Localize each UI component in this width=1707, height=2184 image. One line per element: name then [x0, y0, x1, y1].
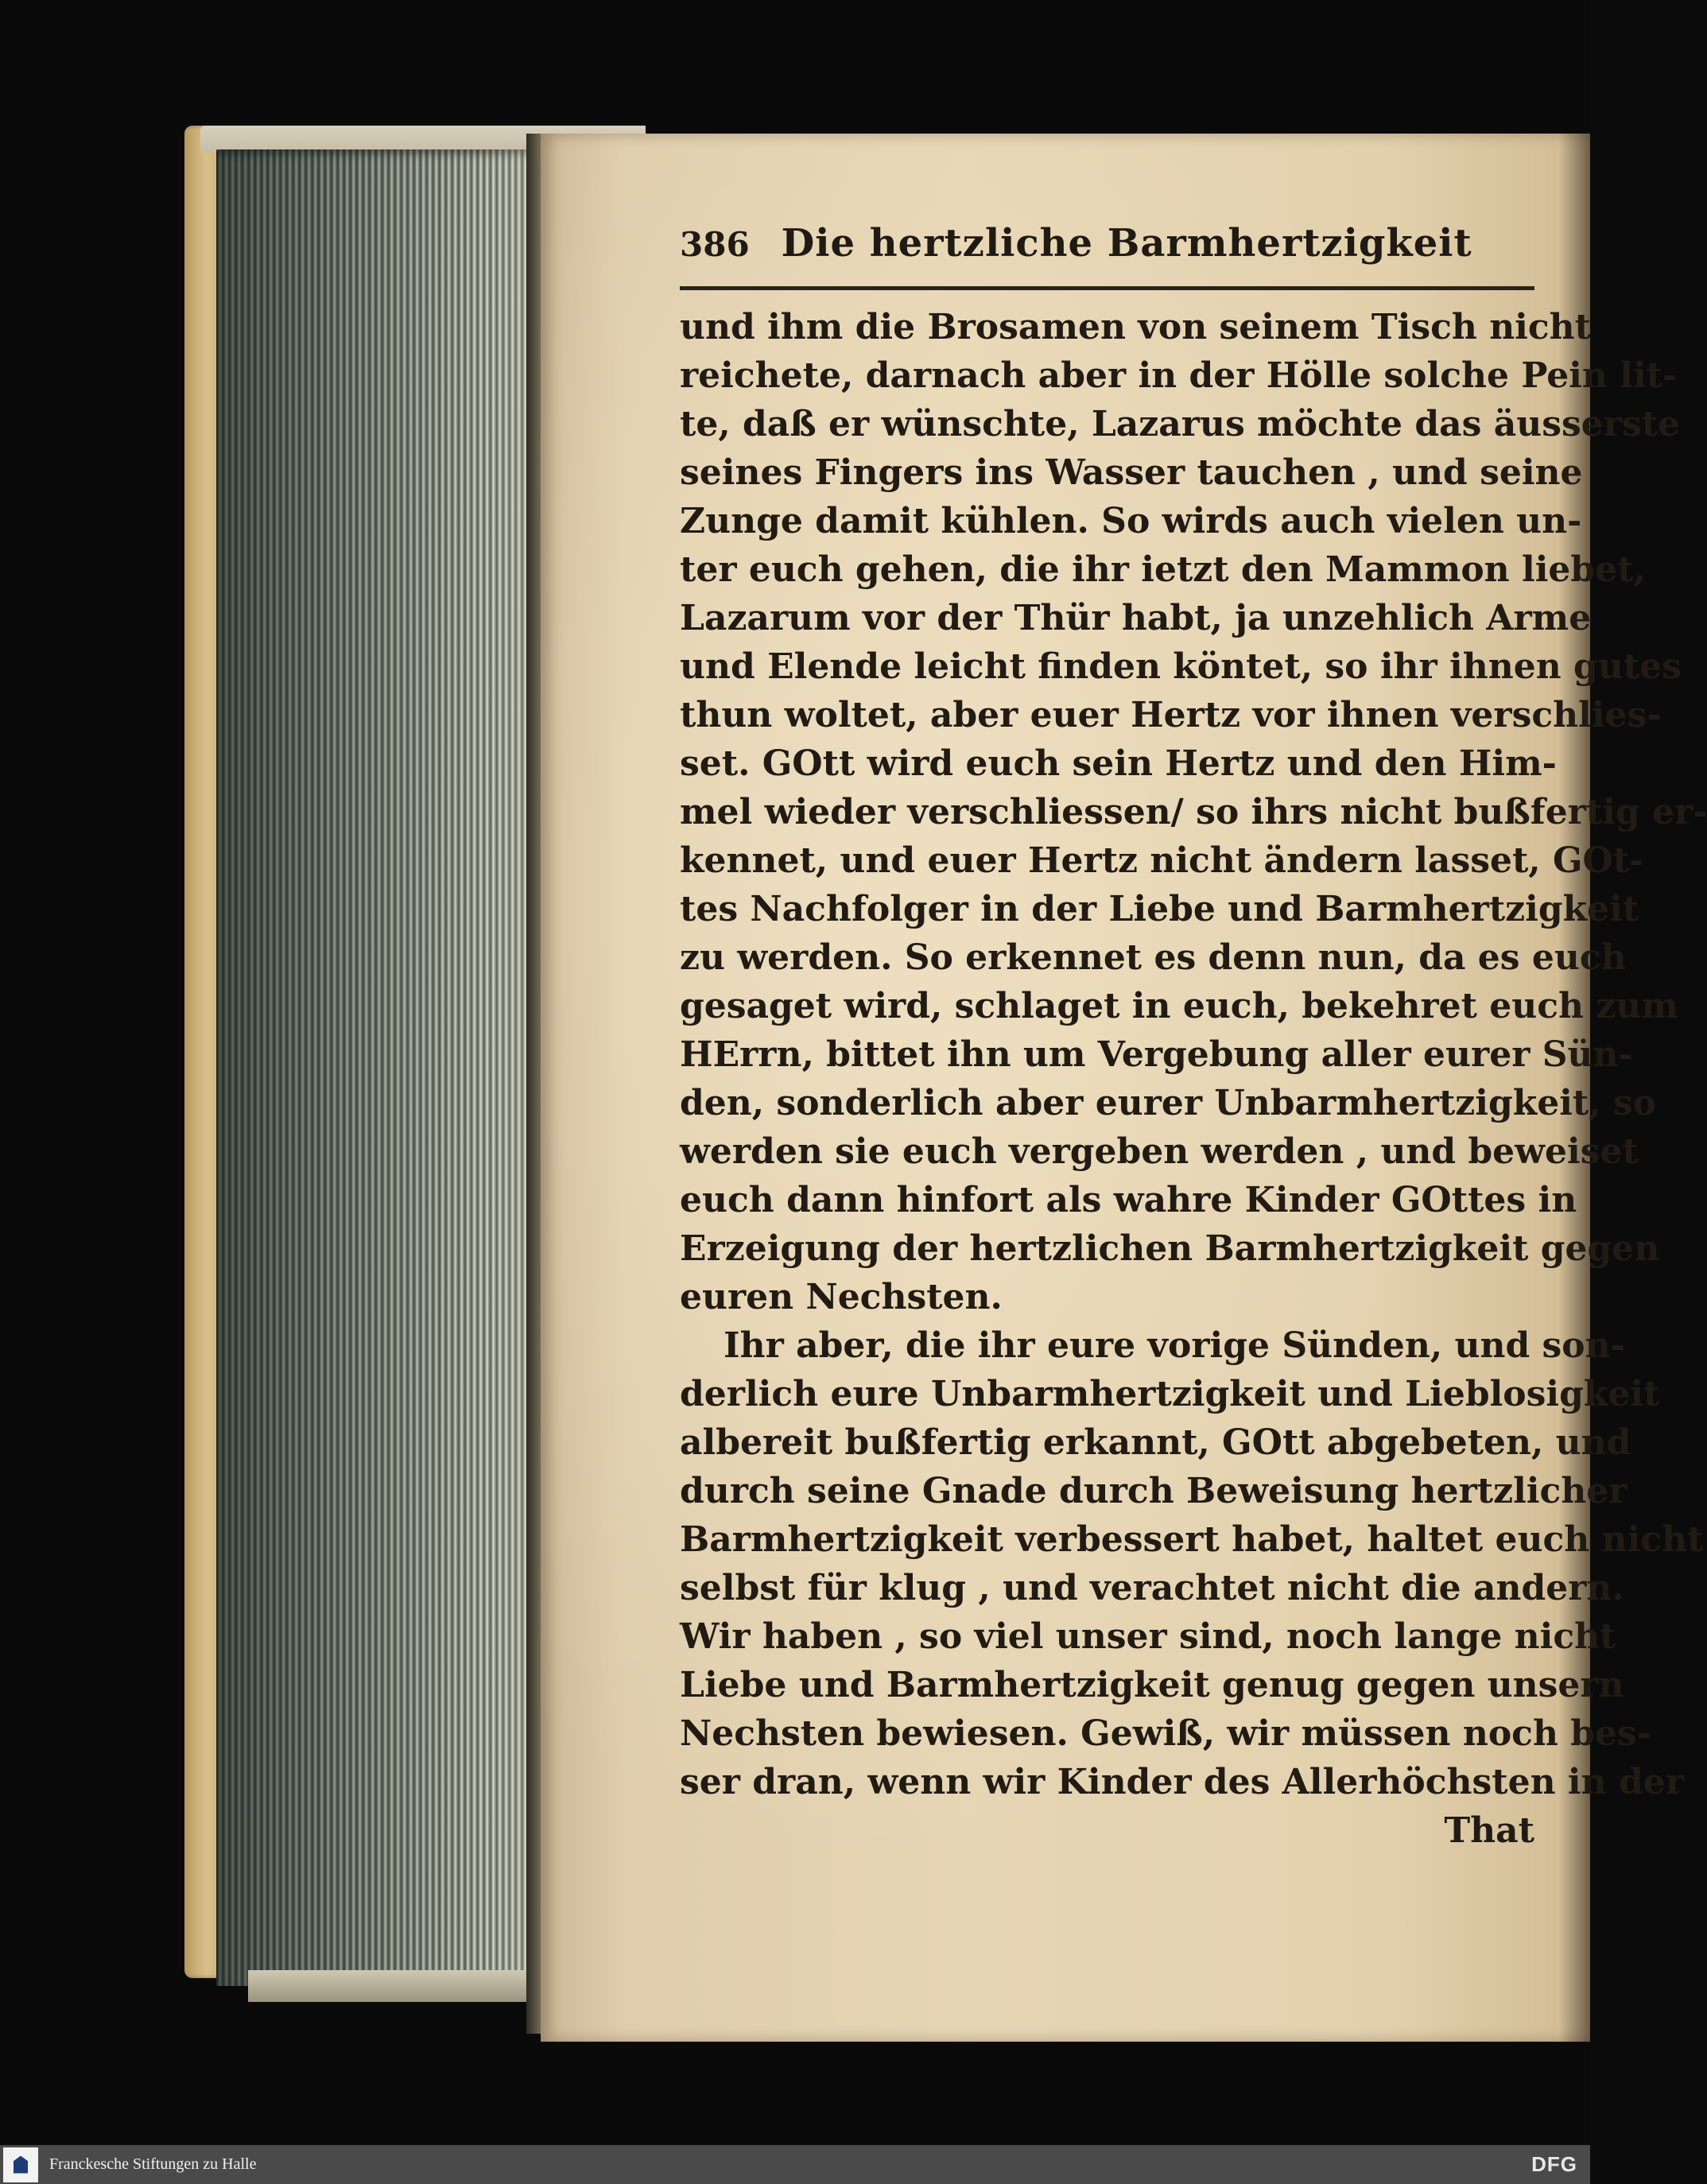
text-line: euren Nechsten. [680, 1277, 1003, 1317]
text-line: ser dran, wenn wir Kinder des Allerhöchsten in der [680, 1762, 1684, 1802]
text-line: und Elende leicht finden köntet, so ihr ihnen gutes [680, 646, 1682, 687]
text-line: und ihm die Brosamen von seinem Tisch nicht [680, 307, 1591, 347]
text-line: derlich eure Unbarmhertzigkeit und Lieblosigkeit [680, 1374, 1660, 1414]
text-line: Barmhertzigkeit verbessert habet, haltet euch nicht [680, 1519, 1704, 1560]
page-number: 386 [680, 225, 750, 264]
catchword: That [1444, 1810, 1534, 1851]
running-title: Die hertzliche Barmhertzigkeit [781, 221, 1472, 266]
text-line: euch dann hinfort als wahre Kinder GOttes in [680, 1180, 1577, 1220]
book-page [541, 134, 1707, 2042]
book-scan [184, 126, 1707, 2050]
text-line: Wir haben , so viel unser sind, noch lange nicht [680, 1616, 1616, 1657]
viewer-footer [0, 2145, 1590, 2184]
text-line: te, daß er wünschte, Lazarus möchte das äusserste [680, 404, 1681, 444]
text-line: Liebe und Barmhertzigkeit genug gegen unsern [680, 1665, 1624, 1705]
text-line: selbst für klug , und verachtet nicht die andern. [680, 1568, 1624, 1608]
text-line: gesaget wird, schlaget in euch, bekehret euch zum [680, 986, 1678, 1026]
text-line: set. GOtt wird euch sein Hertz und den Him- [680, 743, 1557, 784]
text-line: den, sonderlich aber eurer Unbarmhertzigkeit, so [680, 1083, 1657, 1123]
text-line: Zunge damit kühlen. So wirds auch vielen un- [680, 501, 1582, 541]
text-line: tes Nachfolger in der Liebe und Barmhertzigkeit [680, 889, 1639, 929]
text-line: ter euch gehen, die ihr ietzt den Mammon liebet, [680, 549, 1646, 590]
text-line: Lazarum vor der Thür habt, ja unzehlich Arme [680, 598, 1592, 638]
text-line: Nechsten bewiesen. Gewiß, wir müssen noch bes- [680, 1713, 1652, 1754]
text-line: albereit bußfertig erkannt, GOtt abgebeten, und [680, 1422, 1631, 1463]
text-line: zu werden. So erkennet es denn nun, da es euch [680, 937, 1627, 978]
header-rule [680, 286, 1534, 290]
page-block-shading [216, 149, 550, 1986]
text-line: werden sie euch vergeben werden , und beweiset [680, 1131, 1639, 1172]
text-line: thun woltet, aber euer Hertz vor ihnen verschlies- [680, 695, 1662, 735]
building-icon [14, 2156, 28, 2174]
text-line: Erzeigung der hertzlichen Barmhertzigkeit gegen [680, 1228, 1660, 1269]
text-line: durch seine Gnade durch Beweisung hertzlicher [680, 1471, 1627, 1511]
institution-name: Franckesche Stiftungen zu Halle [49, 2155, 257, 2173]
text-line: kennet, und euer Hertz nicht ändern lasset, GOt- [680, 840, 1644, 881]
text-line: seines Fingers ins Wasser tauchen , und seine [680, 452, 1583, 493]
text-line: HErrn, bittet ihn um Vergebung aller eurer Sün- [680, 1034, 1633, 1075]
text-line: reichete, darnach aber in der Hölle solche Pein lit- [680, 355, 1678, 396]
page-block-bottom [248, 1970, 550, 2002]
page-text-area [680, 221, 1707, 1855]
text-line: mel wieder verschliessen/ so ihrs nicht bußfertig er- [680, 792, 1707, 832]
running-head [680, 221, 1534, 285]
dfg-logo: DFG [1531, 2152, 1577, 2176]
institution-logo-icon[interactable] [3, 2147, 38, 2182]
text-line: Ihr aber, die ihr eure vorige Sünden, und son- [724, 1325, 1625, 1366]
